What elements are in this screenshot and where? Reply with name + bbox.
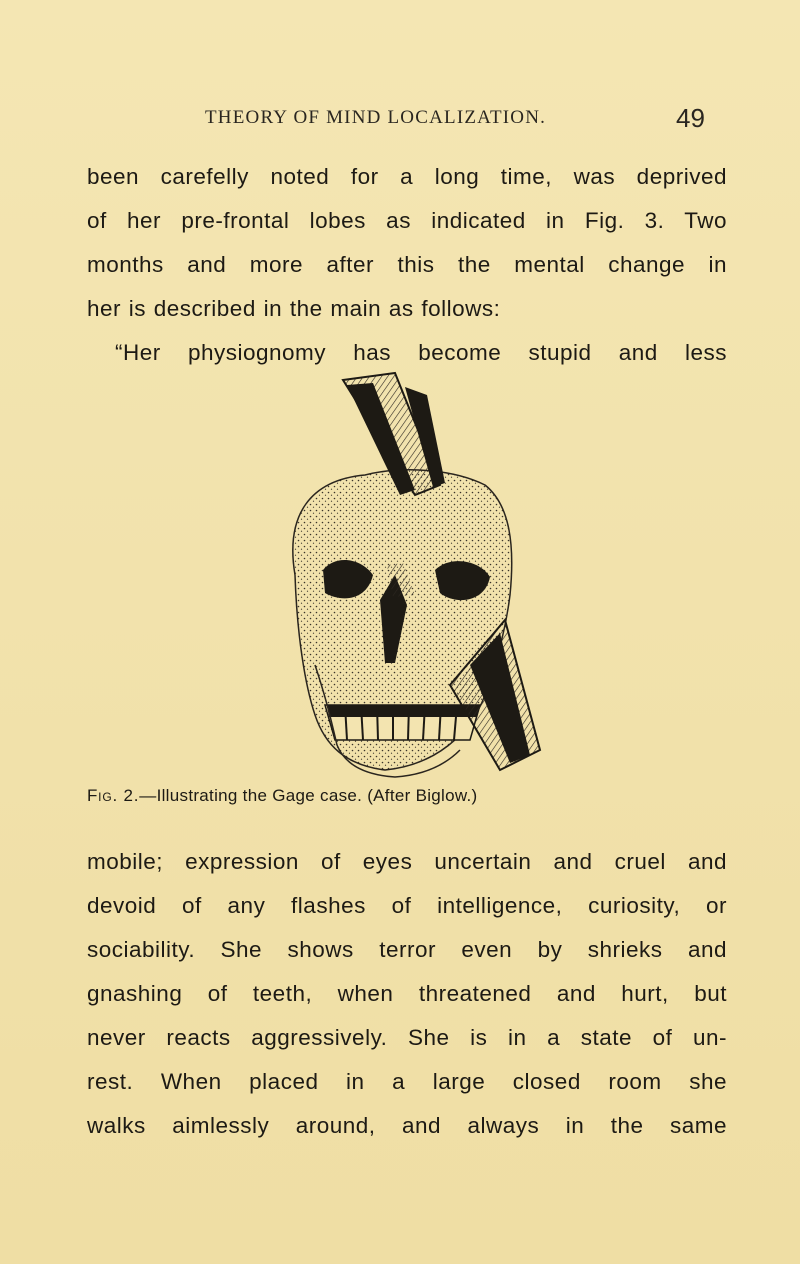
- paragraph-top: [87, 155, 727, 375]
- text-line: been carefelly noted for a long time, was deprived: [87, 164, 727, 189]
- text-line: her is described in the main as follows:: [87, 296, 501, 321]
- text-line: sociability. She shows terror even by shrieks and: [87, 937, 727, 962]
- text-line: never reacts aggressively. She is in a state of un-: [87, 1025, 727, 1050]
- text-line: mobile; expression of eyes uncertain and cruel and: [87, 849, 727, 874]
- text-line: walks aimlessly around, and always in the same: [87, 1113, 727, 1138]
- text-line: rest. When placed in a large closed room she: [87, 1069, 727, 1094]
- page-number: 49: [676, 103, 705, 133]
- text-line: of her pre-frontal lobes as indicated in Fig. 3. Two: [87, 208, 727, 233]
- figure-caption: [87, 786, 478, 806]
- text-line: months and more after this the mental change in: [87, 252, 727, 277]
- text-line: devoid of any flashes of intelligence, curiosity, or: [87, 893, 727, 918]
- running-title: THEORY OF MIND LOCALIZATION.: [205, 107, 547, 128]
- paragraph-bottom: [87, 840, 727, 1148]
- text-line: gnashing of teeth, when threatened and hurt, but: [87, 981, 727, 1006]
- text-line: “Her physiognomy has become stupid and less: [115, 340, 727, 365]
- skull-illustration: [255, 365, 555, 785]
- figure-label: Fig. 2.: [87, 786, 140, 805]
- figure-caption-text: —Illustrating the Gage case. (After Biglow.): [139, 786, 478, 805]
